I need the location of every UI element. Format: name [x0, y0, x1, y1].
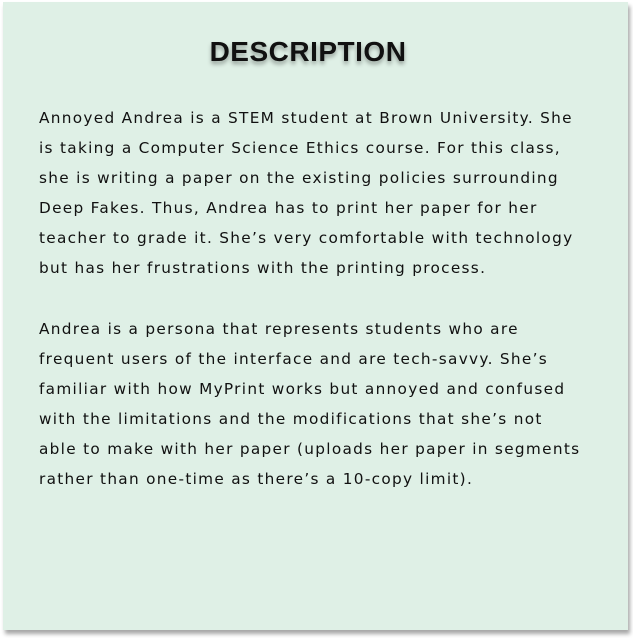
description-card: [3, 2, 628, 630]
paragraph-line: able to make with her paper (uploads her paper in segments: [39, 440, 581, 458]
paragraph-line: Andrea is a persona that represents students who are: [39, 320, 519, 338]
paragraph-line: with the limitations and the modifications that she’s not: [39, 410, 543, 428]
paragraph-line: but has her frustrations with the printing process.: [39, 259, 487, 277]
paragraph-line: rather than one-time as there’s a 10-copy limit).: [39, 470, 474, 488]
paragraph-line: frequent users of the interface and are tech-savvy. She’s: [39, 350, 549, 368]
card-title: DESCRIPTION: [209, 36, 407, 67]
description-paragraph-2: [39, 314, 599, 494]
paragraph-line: Deep Fakes. Thus, Andrea has to print her paper for her: [39, 199, 538, 217]
paragraph-line: familiar with how MyPrint works but annoyed and confused: [39, 380, 566, 398]
paragraph-line: is taking a Computer Science Ethics course. For this class,: [39, 139, 561, 157]
paragraph-line: Annoyed Andrea is a STEM student at Brown University. She: [39, 109, 573, 127]
paragraph-line: she is writing a paper on the existing policies surrounding: [39, 169, 559, 187]
paragraph-line: teacher to grade it. She’s very comfortable with technology: [39, 229, 574, 247]
description-paragraph-1: [39, 103, 599, 283]
